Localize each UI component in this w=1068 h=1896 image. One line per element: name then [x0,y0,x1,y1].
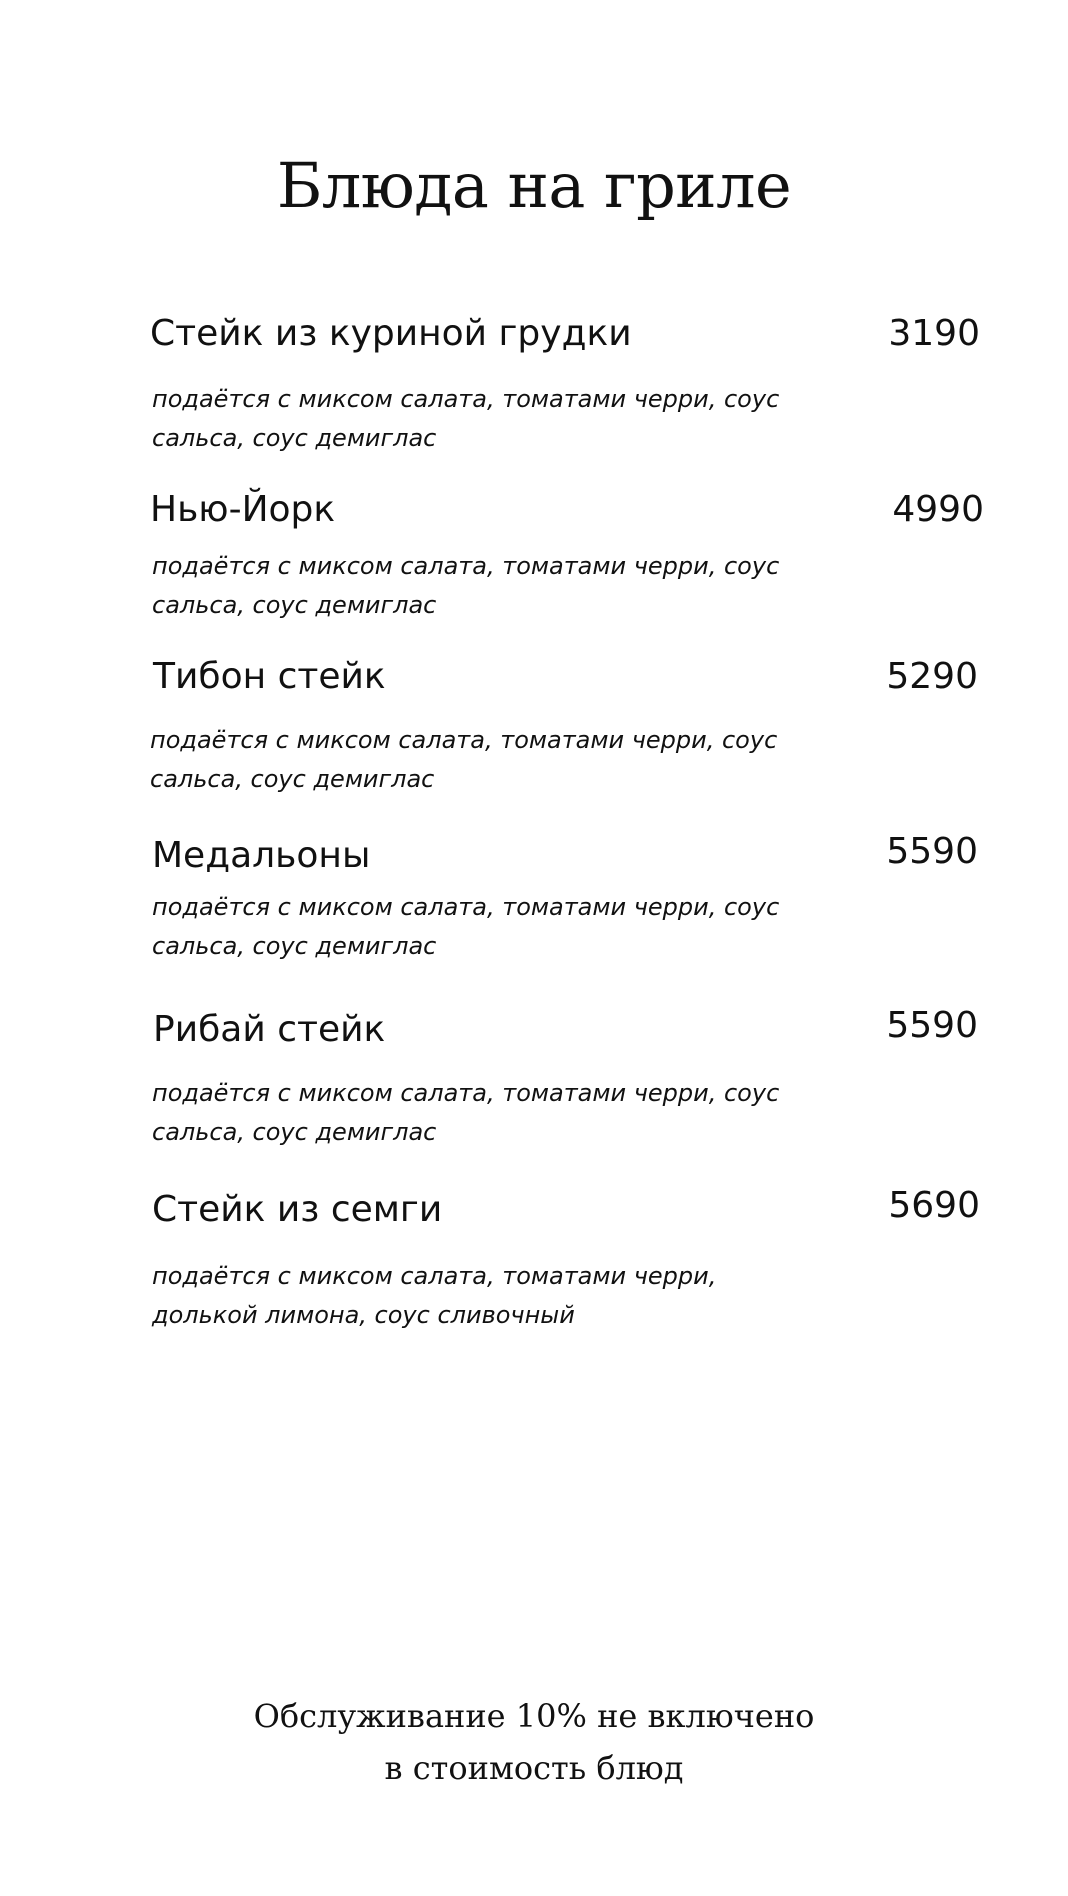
menu-item-description: подаётся с миксом салата, томатами черри, долькой лимона, соус сливочный [152,1262,717,1329]
menu-item-name: Рибай стейк [153,1009,386,1050]
menu-item-description: подаётся с миксом салата, томатами черри, соус сальса, соус демиглас [152,1079,780,1146]
menu-item-description: подаётся с миксом салата, томатами черри, соус сальса, соус демиглас [152,552,780,619]
menu-item-description: подаётся с миксом салата, томатами черри, соус сальса, соус демиглас [152,893,780,960]
menu-item-price: 4990 [892,489,984,530]
page-title: Блюда на гриле [276,149,792,222]
service-charge-line-2: в стоимость блюд [384,1749,684,1787]
menu-item-price: 5590 [886,1005,978,1046]
menu-item-name: Тибон стейк [153,656,386,697]
menu-item-name: Стейк из семги [152,1189,443,1230]
menu-item-price: 5290 [886,656,978,697]
menu-item-description: подаётся с миксом салата, томатами черри, соус сальса, соус демиглас [152,385,780,452]
menu-item-price: 5590 [886,831,978,872]
menu-item-name: Нью-Йорк [150,489,336,530]
menu-item-description: подаётся с миксом салата, томатами черри, соус сальса, соус демиглас [150,726,778,793]
menu-item-price: 5690 [888,1185,980,1226]
menu-item-name: Медальоны [152,835,371,876]
service-charge-note [0,1690,1068,1794]
menu-item-price: 3190 [888,313,980,354]
menu-item-name: Стейк из куриной грудки [150,313,632,354]
service-charge-line-1: Обслуживание 10% не включено [253,1697,815,1735]
